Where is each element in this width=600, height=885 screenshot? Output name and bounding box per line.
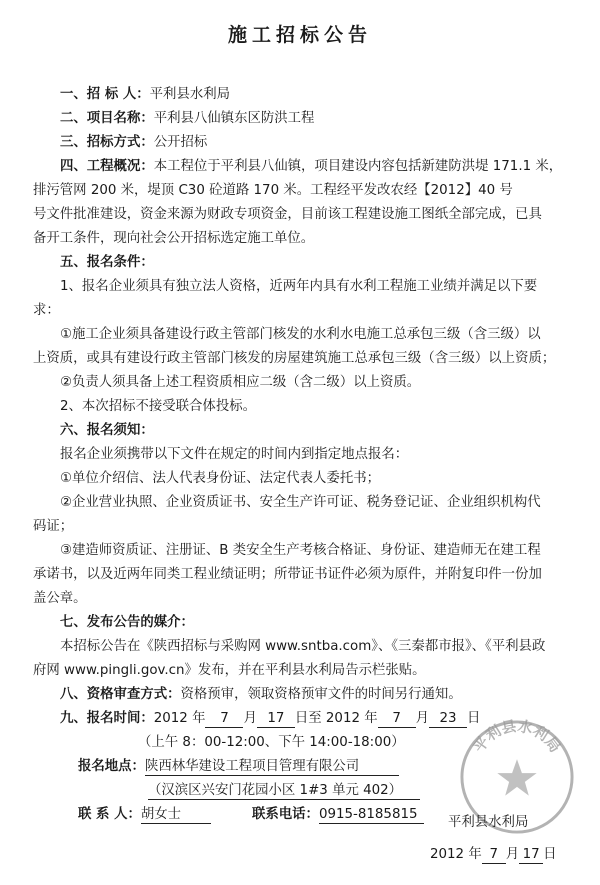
registration-hours: （上午 8：00-12:00、下午 14:00-18:00）	[138, 735, 405, 750]
section-overview	[60, 158, 562, 176]
requirements-line-1: 1、报名企业须具有独立法人资格，近两年内具有水利工程施工业绩并满足以下要	[60, 279, 538, 294]
qualification-value: 资格预审，领取资格预审文件的时间另行通知。	[180, 687, 462, 702]
notes-line-6: 承诺书，以及近两年同类工程业绩证明；所带证书证件必须为原件，并附复印件一份加	[33, 567, 542, 582]
start-day: 17	[257, 711, 295, 728]
tender-method-value: 公开招标	[153, 135, 208, 150]
section-tenderer	[60, 86, 230, 104]
contact-person	[78, 806, 211, 824]
footer-year: 2012	[430, 847, 465, 862]
notes-line-7: 盖公章。	[33, 591, 87, 606]
notes-line-5: ③建造师资质证、注册证、B 类安全生产考核合格证、身份证、建造师无在建工程	[60, 543, 541, 558]
start-month: 7	[205, 711, 243, 728]
section-registration-time: 九、报名时间：2012 年 7 月 17 日至 2012 年 7 月 23 日	[60, 711, 481, 726]
requirements-line-5: ②负责人须具备上述工程资质相应二级（含二级）以上资质。	[60, 375, 421, 390]
page-title: 施工招标公告	[227, 24, 372, 46]
registration-notes-label: 六、报名须知：	[60, 423, 154, 438]
requirements-line-4: 上资质，或具有建设行政主管部门核发的房屋建筑施工总承包三级（含三级）以上资质；	[33, 351, 556, 366]
requirements-line-3: ①施工企业须具备建设行政主管部门核发的水利水电施工总承包三级（含三级）以	[60, 327, 541, 342]
end-year: 2012	[325, 711, 360, 726]
registration-location	[78, 758, 399, 776]
footer-date: 2012 年 7 月 17 日	[430, 847, 557, 862]
footer-org: 平利县水利局	[448, 815, 529, 830]
seal-text: 平利县水利局	[470, 718, 564, 756]
contact-phone	[252, 806, 424, 824]
notes-line-3: ②企业营业执照、企业资质证书、安全生产许可证、税务登记证、企业组织机构代	[60, 495, 541, 510]
phone-value: 0915-8185815	[319, 807, 424, 824]
footer-day: 17	[519, 847, 543, 864]
tenderer-value: 平利县水利局	[149, 87, 231, 102]
section-requirements-heading	[60, 254, 154, 272]
section-qualification-review	[60, 686, 462, 704]
requirements-line-6: 2、本次招标不接受联合体投标。	[60, 399, 256, 414]
registration-time-label: 九、报名时间：	[60, 711, 154, 726]
overview-line-2: 排污管网 200 米，堤顶 C30 砼道路 170 米。工程经平发改农经【2012】40 号	[33, 183, 513, 198]
section-project-name	[60, 110, 314, 128]
notes-line-4: 码证；	[33, 519, 74, 534]
end-day: 23	[429, 711, 467, 728]
requirements-line-2: 求：	[33, 303, 60, 318]
project-name-label: 二、项目名称：	[60, 111, 154, 126]
contact-label: 联 系 人：	[78, 807, 141, 822]
end-month: 7	[378, 711, 416, 728]
contact-name: 胡女士	[141, 807, 211, 824]
notes-line-1: 报名企业须携带以下文件在规定的时间内到指定地点报名：	[60, 447, 409, 462]
svg-text:平利县水利局	[470, 718, 563, 756]
notes-line-2: ①单位介绍信、法人代表身份证、法定代表人委托书；	[60, 471, 380, 486]
section-media-heading	[60, 614, 194, 632]
overview-line-4: 备开工条件，现向社会公开招标选定施工单位。	[33, 231, 315, 246]
project-name-value: 平利县八仙镇东区防洪工程	[153, 111, 315, 126]
tender-method-label: 三、招标方式：	[60, 135, 154, 150]
footer-month: 7	[482, 847, 506, 864]
start-year: 2012	[153, 711, 188, 726]
overview-label: 四、工程概况：	[60, 159, 154, 174]
section-tender-method	[60, 134, 207, 152]
phone-label: 联系电话：	[252, 807, 319, 822]
location-line-1: 陕西林华建设工程项目管理有限公司	[145, 759, 399, 776]
media-line-1: 本招标公告在《陕西招标与采购网 www.sntba.com》、《三秦都市报》、《平利县政	[60, 639, 546, 654]
overview-line-3: 号文件批准建设，资金来源为财政专项资金，目前该工程建设施工图纸全部完成，已具	[33, 207, 542, 222]
media-label: 七、发布公告的媒介：	[60, 615, 194, 630]
qualification-label: 八、资格审查方式：	[60, 687, 181, 702]
location-line-2: （汉滨区兴安门花园小区 1#3 单元 402）	[148, 783, 420, 800]
section-registration-notes-heading	[60, 422, 154, 440]
media-line-2: 府网 www.pingli.gov.cn》发布，并在平利县水利局告示栏张贴。	[33, 663, 426, 678]
requirements-label: 五、报名条件：	[60, 255, 154, 270]
overview-line-1: 本工程位于平利县八仙镇，项目建设内容包括新建防洪堤 171.1 米，	[153, 159, 563, 174]
location-label: 报名地点：	[78, 759, 145, 774]
location-line-2-wrap	[148, 782, 420, 800]
tenderer-label: 一、招 标 人：	[60, 87, 150, 102]
